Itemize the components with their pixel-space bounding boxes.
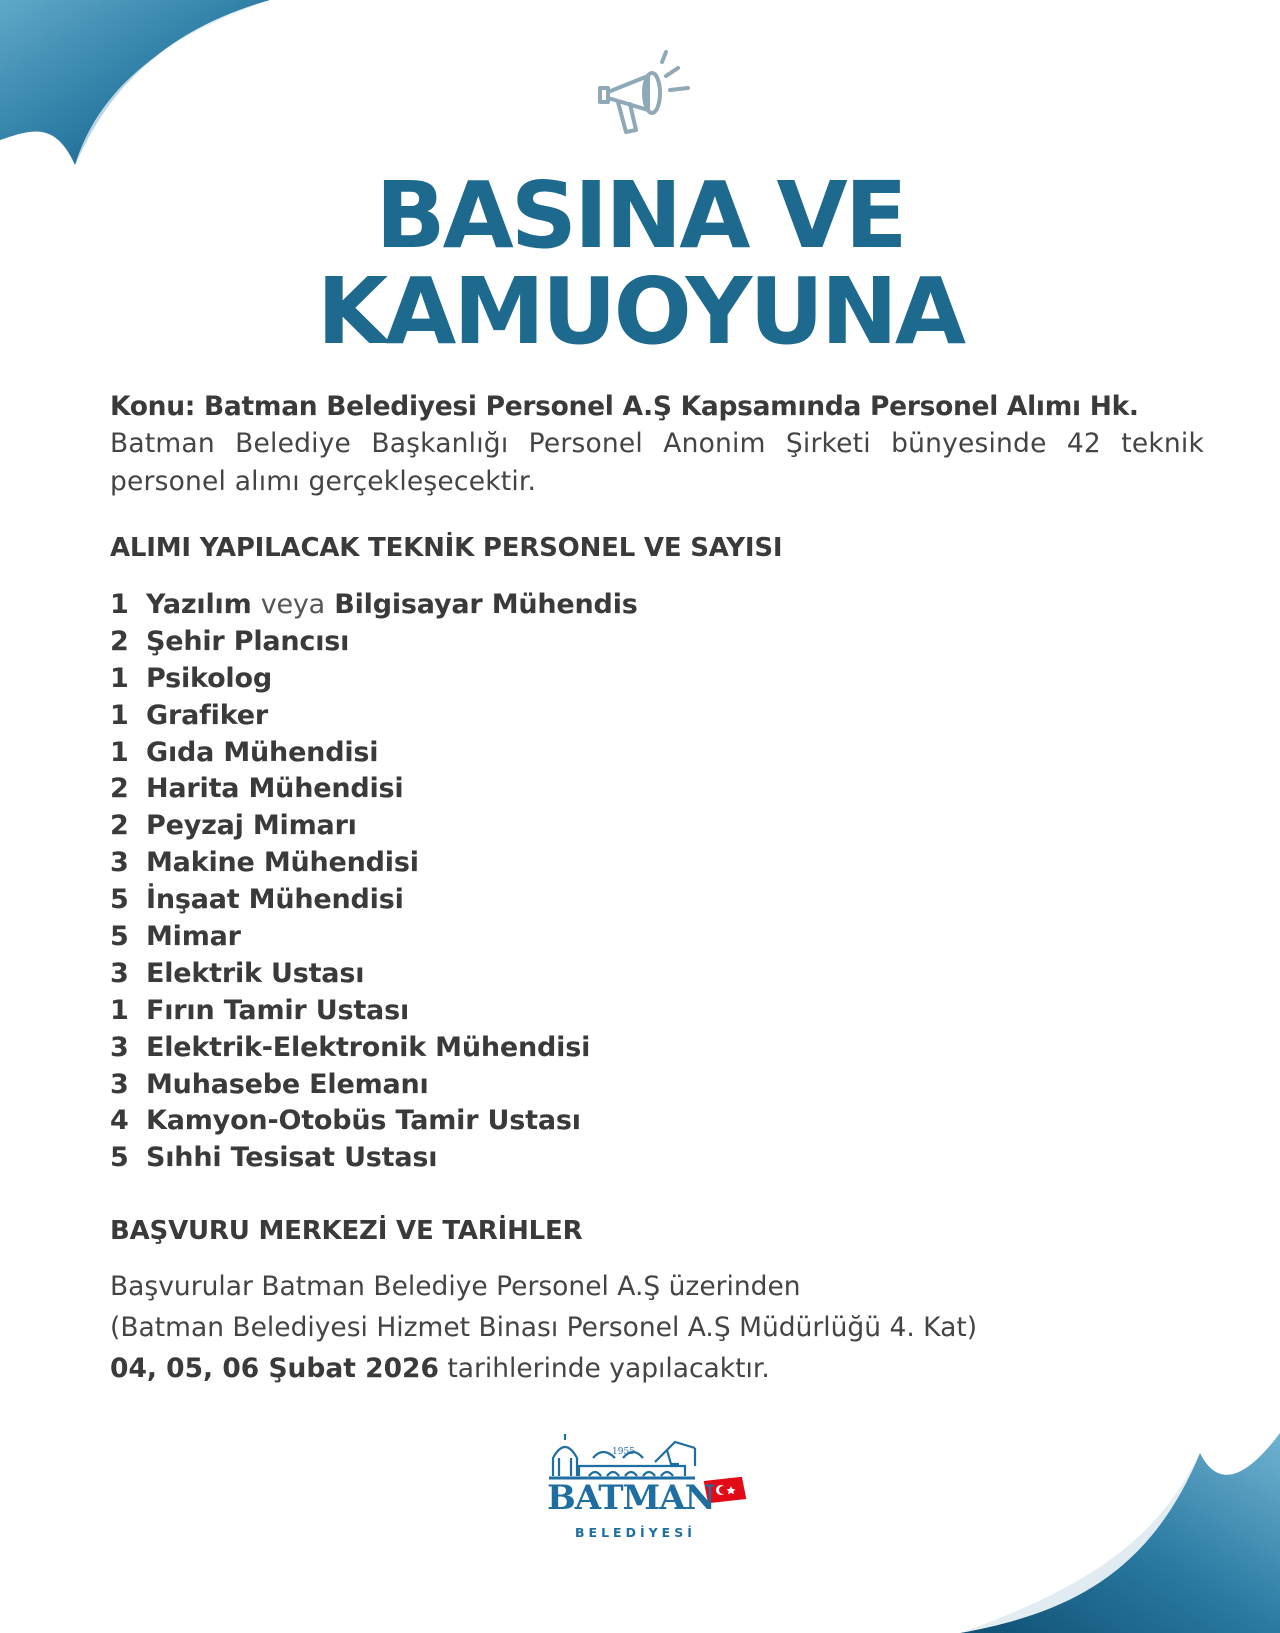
position-title: Fırın Tamir Ustası <box>146 994 409 1026</box>
position-count: 1 <box>110 699 129 731</box>
position-title: Elektrik Ustası <box>146 957 365 989</box>
list-item <box>110 881 638 918</box>
position-title: Şehir Plancısı <box>146 625 350 657</box>
application-dates: 04, 05, 06 Şubat 2026 <box>110 1353 439 1384</box>
position-title: Muhasebe Elemanı <box>146 1068 429 1100</box>
position-count: 5 <box>110 921 129 953</box>
application-paragraph <box>110 1266 977 1389</box>
position-title: Sıhhi Tesisat Ustası <box>146 1142 438 1174</box>
position-count: 5 <box>110 1142 129 1174</box>
position-count: 2 <box>110 773 129 805</box>
headline-line-1: BASINA VE <box>375 162 905 269</box>
position-count: 1 <box>110 994 129 1026</box>
logo-subtitle: BELEDİYESİ <box>575 1525 696 1540</box>
list-item <box>110 770 638 807</box>
position-count: 4 <box>110 1105 129 1137</box>
page-curl-bottom-right <box>950 1433 1280 1633</box>
position-title: Grafiker <box>146 699 268 731</box>
list-item <box>110 660 638 697</box>
list-item <box>110 992 638 1029</box>
section-title-positions: ALIMI YAPILACAK TEKNİK PERSONEL VE SAYISI <box>110 533 783 563</box>
position-title: Elektrik-Elektronik Mühendisi <box>146 1031 591 1063</box>
position-title: Makine Mühendisi <box>146 847 419 879</box>
position-title: İnşaat Mühendisi <box>146 884 404 916</box>
list-item <box>110 1102 638 1139</box>
position-title: Yazılım <box>146 589 252 620</box>
position-count: 5 <box>110 884 129 916</box>
position-count: 2 <box>110 625 129 657</box>
subject-line: Konu: Batman Belediyesi Personel A.Ş Kapsamında Personel Alımı Hk. <box>110 391 1139 422</box>
position-title: Psikolog <box>146 662 272 694</box>
section-title-application: BAŞVURU MERKEZİ VE TARİHLER <box>110 1216 583 1246</box>
position-count: 1 <box>110 736 129 768</box>
megaphone-icon <box>592 46 704 146</box>
position-title: Harita Mühendisi <box>146 773 404 805</box>
list-item <box>110 734 638 771</box>
application-line-3-rest: tarihlerinde yapılacaktır. <box>438 1353 770 1384</box>
content <box>110 388 1204 1384</box>
intro-paragraph: Batman Belediye Başkanlığı Personel Anonim Şirketi bünyesinde 42 teknik personel alımı gerçekleşecektir. <box>110 428 1204 497</box>
position-title: Mimar <box>146 921 241 953</box>
list-item <box>110 955 638 992</box>
list-item <box>110 1066 638 1103</box>
position-title: Kamyon-Otobüs Tamir Ustası <box>146 1105 581 1137</box>
list-item <box>110 918 638 955</box>
position-title: Peyzaj Mimarı <box>146 810 357 842</box>
list-item <box>110 1139 638 1176</box>
position-title: Gıda Mühendisi <box>146 736 379 768</box>
headline <box>0 162 1280 365</box>
list-item <box>110 1029 638 1066</box>
position-count: 2 <box>110 810 129 842</box>
list-item <box>110 697 638 734</box>
logo-name: BATMAN <box>547 1478 715 1518</box>
position-count: 3 <box>110 957 129 989</box>
position-count: 3 <box>110 1068 129 1100</box>
application-line-1: Başvurular Batman Belediye Personel A.Ş üzerinden <box>110 1271 801 1302</box>
position-count: 1 <box>110 662 129 694</box>
list-item <box>110 807 638 844</box>
list-item <box>110 586 638 623</box>
list-item <box>110 844 638 881</box>
page-curl-top-left <box>0 0 280 175</box>
position-count: 3 <box>110 847 129 879</box>
headline-line-2: KAMUOYUNA <box>316 258 964 365</box>
position-title-alt: Bilgisayar Mühendis <box>334 589 638 620</box>
position-count: 3 <box>110 1031 129 1063</box>
application-line-3 <box>110 1348 977 1389</box>
position-joiner: veya <box>260 589 326 620</box>
list-item <box>110 623 638 660</box>
application-line-2: (Batman Belediyesi Hizmet Binası Personel A.Ş Müdürlüğü 4. Kat) <box>110 1312 978 1343</box>
position-count: 1 <box>110 589 129 620</box>
positions-list <box>110 586 638 1176</box>
logo-year: 1955 <box>612 1447 635 1457</box>
